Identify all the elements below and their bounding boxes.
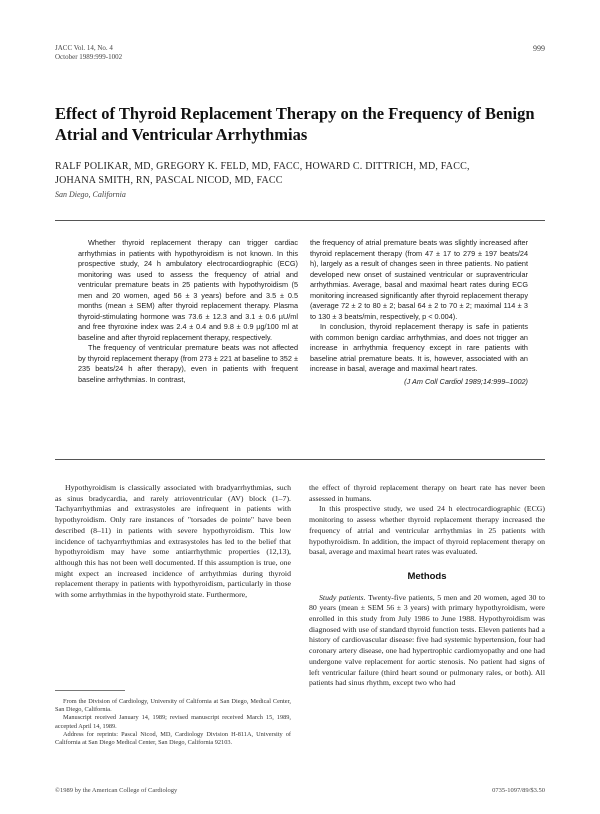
page-number: 999 [533,44,545,53]
abstract-paragraph: the frequency of atrial premature beats was slightly increased after thyroid replacement therapy (from 47 ± 17 to 279 ± 197 beats/24 h), largely as a result of changes seen in three patients. No patient developed new onset of sustained ventricular or supraventricular arrhythmias. Average, basal and maximal heart rates during ECG monitoring increased significantly after thyroid replacement therapy (average 72 ± 2 to 80 ± 2; basal 64 ± 2 to 70 ± 2; maximal 114 ± 3 to 130 ± 3 beats/min, respectively, p < 0.004). [310,238,528,321]
footnote-rule [55,690,125,691]
methods-text: Twenty-five patients, 5 men and 20 women, aged 30 to 80 years (mean ± SEM 56 ± 3 years) with primary hypothyroidism, were enrolled in this study from July 1986 to June 1988. Hypothyroidism was diagnosed with use of standard thyroid function tests. Eleven patients had a history of cardiovascular disease: five had systemic hypertension, four had coronary artery disease, one had hypertrophic cardiomyopathy and one had undergone valve replacement for aortic stenosis. No patient had signs of left ventricular failure (third heart sound or pulmonary rales, or both). All patients had sinus rhythm, except two who had [309,592,545,688]
copyright-line: ©1989 by the American College of Cardiology [55,787,178,794]
body-right-column [309,483,545,689]
authors-line-1: RALF POLIKAR, MD, GREGORY K. FELD, MD, FACC, HOWARD C. DITTRICH, MD, FACC, [55,161,470,172]
abstract-left-column [78,238,298,385]
abstract-top-rule [55,220,545,221]
body-paragraph: In this prospective study, we used 24 h electrocardiographic (ECG) monitoring to assess whether thyroid replacement therapy increased the frequency of atrial and ventricular arrhythmias in 25 patients with hypothyroidism. In addition, the impact of thyroid replacement therapy on basal, average and maximal heart rates was evaluated. [309,504,545,557]
abstract-citation: (J Am Coll Cardiol 1989;14:999–1002) [404,376,528,386]
methods-heading: Methods [407,570,447,582]
journal-volume: JACC Vol. 14, No. 4 [55,44,113,52]
running-header [55,44,122,62]
body-left-column [55,483,291,601]
article-code: 0735-1097/89/$3.50 [492,787,545,794]
footnote-received: Manuscript received January 14, 1989; revised manuscript received March 15, 1989, accepted April 14, 1989. [55,714,291,730]
footnotes [55,698,291,747]
body-paragraph: Hypothyroidism is classically associated with bradyarrhythmias, such as sinus bradycardia, and rarely atrioventricular (AV) block (1–7). Tachyarrhythmias and extrasystoles are infrequent in patients with hypothyroidism. Only rare instances of "torsades de pointe" have been described (8–11) in patients with severe hypothyroidism. This low incidence of tachyarrhythmias and extrasystoles has led to the belief that hypothyroidism may have some antiarrhythmic properties (12,13), although this has not been well documented. If this assumption is true, one might expect an increased incidence of arrhythmias during thyroid replacement therapy in patients with hypothyroidism, particularly in those with some arrhythmias in the hypothyroid state. Furthermore, [55,483,291,600]
abstract-paragraph: The frequency of ventricular premature beats was not affected by thyroid replacement therapy (from 273 ± 221 at baseline to 352 ± 235 beats/24 h after therapy), even in patients with frequent baseline arrhythmias. In contrast, [78,343,298,384]
methods-paragraph [309,593,545,689]
authors-line-2: JOHANA SMITH, RN, PASCAL NICOD, MD, FACC [55,175,283,186]
body-paragraph: the effect of thyroid replacement therapy on heart rate has never been assessed in humans. [309,483,545,503]
footnote-address: Address for reprints: Pascal Nicod, MD, Cardiology Division H-811A, University of California at San Diego Medical Center, San Diego, California 92103. [55,730,291,747]
abstract-paragraph: In conclusion, thyroid replacement therapy is safe in patients with common benign cardiac arrhythmias, and does not trigger an increase in arrhythmia frequency except in rare patients with baseline atrial premature beats. It is, however, associated with an increase in basal, average and maximal heart rates. [310,322,528,373]
journal-date: October 1989:999-1002 [55,53,123,61]
abstract-right-column [310,238,528,387]
affiliation: San Diego, California [55,190,126,199]
methods-lead: Study patients. [319,592,366,602]
footnote-affiliation: From the Division of Cardiology, University of California at San Diego, Medical Center, San Diego, California. [55,698,291,714]
article-title: Effect of Thyroid Replacement Therapy on the Frequency of Benign Atrial and Ventricular Arrhythmias [55,104,535,144]
abstract-paragraph: Whether thyroid replacement therapy can trigger cardiac arrhythmias in patients with hypothyroidism is not known. In this prospective study, 24 h ambulatory electrocardiographic (ECG) monitoring was used to assess the frequency of atrial and ventricular premature beats in 25 patients with hypothyroidism (5 men and 20 women, aged 56 ± 3 years) before and 3.5 ± 0.5 months (mean ± SEM) after thyroid replacement therapy. Plasma thyroid-stimulating hormone was 73.6 ± 12.3 and 3.1 ± 0.6 µU/ml and free thyroxine index was 2.4 ± 0.4 and 9.8 ± 0.9 µg/100 ml at baseline and after thyroid replacement therapy, respectively. [78,238,298,342]
author-list [55,160,555,188]
abstract-bottom-rule [55,459,545,460]
